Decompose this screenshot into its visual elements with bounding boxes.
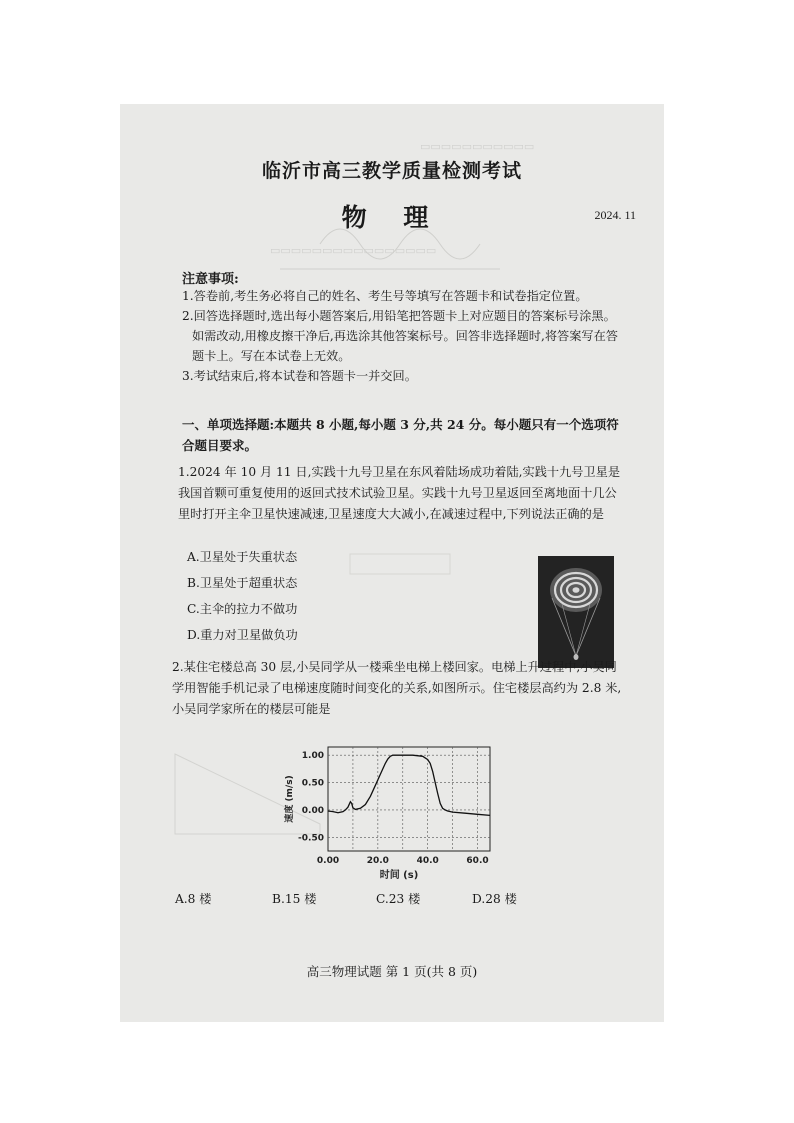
notice-list — [182, 286, 622, 386]
option-d: D.重力对卫星做负功 — [187, 628, 298, 642]
x-tick-label: 40.0 — [416, 856, 439, 866]
choice-b: B.15 楼 — [272, 892, 317, 906]
y-tick-label: -0.50 — [298, 833, 324, 844]
exam-date: 2024. 11 — [594, 208, 636, 222]
exam-title: 临沂市高三教学质量检测考试 — [261, 160, 522, 182]
choice-c: C.23 楼 — [376, 892, 421, 906]
question-1-stem: 1.2024 年 10 月 11 日,实践十九号卫星在东风着陆场成功着陆,实践十九号卫星是我国首颗可重复使用的返回式技术试验卫星。实践十九号卫星返回至离地面十几公里时打开主伞卫星快速减速,卫星速度大大减小,在减速过程中,下列说法正确的是 — [178, 465, 621, 521]
question-1-options — [187, 544, 298, 648]
bleed-through-text: ▭▭▭▭▭▭▭▭▭▭▭▭▭▭▭▭ — [270, 244, 437, 257]
y-axis-label: 速度 (m/s) — [285, 775, 295, 823]
notice-item: 3.考试结束后,将本试卷和答题卡一并交回。 — [182, 369, 417, 383]
velocity-series-line — [328, 755, 490, 815]
exam-page — [120, 104, 664, 1022]
x-axis-label: 时间 (s) — [379, 870, 419, 881]
bleed-through-text: ▭▭▭▭▭▭▭▭▭▭▭ — [420, 140, 535, 153]
y-tick-label: 0.50 — [301, 778, 324, 789]
parachute-photo — [538, 556, 614, 668]
question-2-stem: 2.某住宅楼总高 30 层,小吴同学从一楼乘坐电梯上楼回家。电梯上升过程中,小吴同学用智能手机记录了电梯速度随时间变化的关系,如图所示。住宅楼层高约为 2.8 米,小吴同学家所在的楼层可能是 — [172, 660, 622, 716]
section-heading: 一、单项选择题:本题共 8 小题,每小题 3 分,共 24 分。每小题只有一个选项符合题目要求。 — [182, 417, 619, 453]
page-footer: 高三物理试题 第 1 页(共 8 页) — [306, 964, 478, 979]
x-tick-label: 0.00 — [316, 856, 340, 866]
notice-item: 1.答卷前,考生务必将自己的姓名、考生号等填写在答题卡和试卷指定位置。 — [182, 289, 588, 303]
choice-a: A.8 楼 — [175, 892, 212, 906]
y-tick-label: 1.00 — [301, 751, 324, 762]
subject-title: 物 理 — [341, 203, 443, 232]
x-tick-label: 60.0 — [466, 856, 489, 866]
option-b: B.卫星处于超重状态 — [187, 576, 298, 590]
plot-frame — [328, 747, 490, 851]
choice-d: D.28 楼 — [472, 892, 517, 906]
y-tick-label: 0.00 — [301, 805, 324, 816]
notice-item: 2.回答选择题时,选出每小题答案后,用铅笔把答题卡上对应题目的答案标号涂黑。如需改动,用橡皮擦干净后,再选涂其他答案标号。回答非选择题时,将答案写在答题卡上。写在本试卷上无效。 — [182, 309, 618, 363]
x-tick-label: 20.0 — [366, 856, 389, 866]
option-c: C.主伞的拉力不做功 — [187, 602, 298, 616]
velocity-time-chart — [280, 739, 500, 889]
question-1 — [178, 462, 624, 525]
option-a: A.卫星处于失重状态 — [187, 550, 298, 564]
question-2 — [172, 657, 624, 720]
notice-heading: 注意事项: — [182, 272, 239, 287]
